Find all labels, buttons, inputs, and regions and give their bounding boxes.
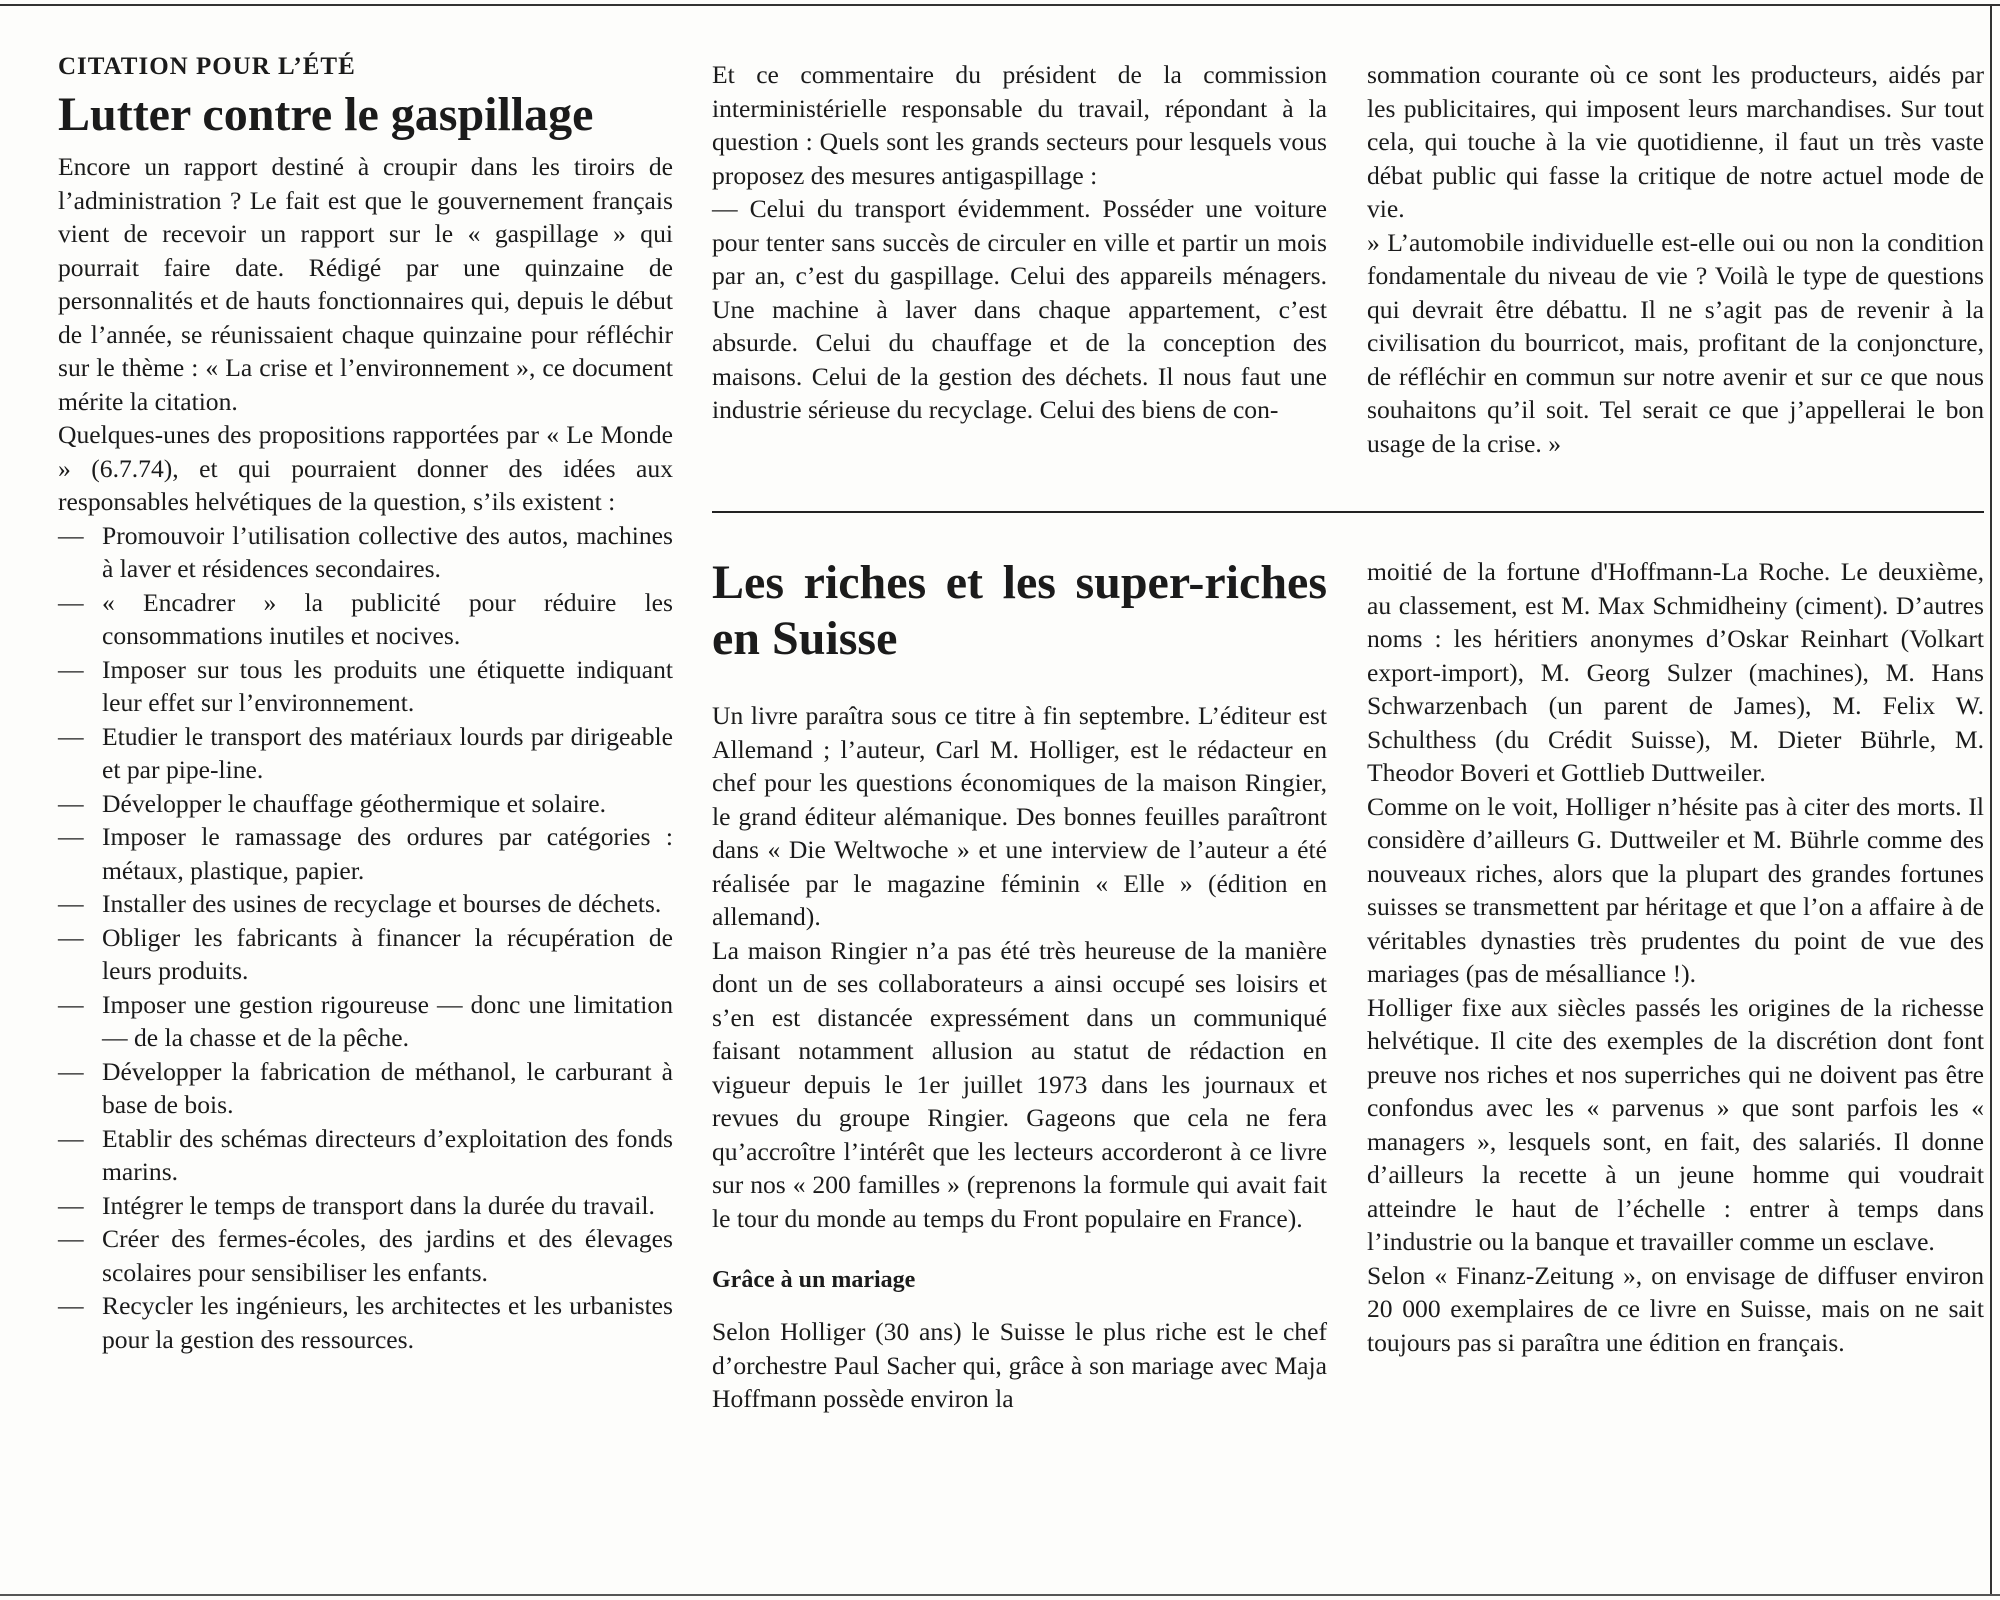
proposal-item: — Recycler les ingénieurs, les architectes et les urbanistes pour la gestion des ressources. <box>58 1289 673 1356</box>
bottom-border <box>0 1594 2000 1596</box>
proposal-item: — Imposer le ramassage des ordures par catégories : métaux, plastique, papier. <box>58 820 673 887</box>
article2-paragraph: Selon « Finanz-Zeitung », on envisage de diffuser environ 20 000 exemplaires de ce livre en Suisse, mais on ne sait toujours pas si paraîtra une édition en français. <box>1367 1260 1984 1357</box>
proposal-item: — Installer des usines de recyclage et bourses de déchets. <box>58 887 673 921</box>
proposal-item: — Créer des fermes-écoles, des jardins et des élevages scolaires pour sensibiliser les enfants. <box>58 1222 673 1289</box>
article1-column-1 <box>58 52 673 1356</box>
article1-column-2 <box>712 58 1327 427</box>
proposal-item: — Etudier le transport des matériaux lourds par dirigeable et par pipe-line. <box>58 720 673 787</box>
article2-paragraph: Selon Holliger (30 ans) le Suisse le plus riche est le chef d’orchestre Paul Sacher qui, grâce à son mariage avec Maja Hoffmann possède environ la <box>712 1317 1327 1413</box>
article1-commentary-conclusion: » L’automobile individuelle est-elle oui ou non la condition fondamentale du niveau de vie ? Voilà le type de questions qui devrait être débattu. Il ne s’agit pas de revenir à la civilisation du bourricot, mais, profitant de la conjoncture, de réfléchir en commun sur notre avenir et sur ce que nous souhaitons qu’il soit. Tel serait ce que j’appellerai le bon usage de la crise. » <box>1367 227 1984 458</box>
article1-lead-in: Quelques-unes des propositions rapportées par « Le Monde » (6.7.74), et qui pourraient donner des idées aux responsables helvétiques de la question, s’ils existent : <box>58 420 673 516</box>
article2-paragraph: Un livre paraîtra sous ce titre à fin septembre. L’éditeur est Allemand ; l’auteur, Carl M. Holliger, est le rédacteur en chef pour les questions économiques de la maison Ringier, le grand éditeur alémanique. Des bonnes feuilles paraîtront dans « Die Weltwoche » et une interview de l’auteur a été réalisée par le magazine féminin « Elle » (édition en allemand). <box>712 701 1327 931</box>
article2-paragraph: Comme on le voit, Holliger n’hésite pas à citer des morts. Il considère d’ailleurs G. Duttweiler et M. Bührle comme des nouveaux riches, alors que la plupart des grandes fortunes suisses se transmettent par héritage et que l’on a affaire à de véritables dynasties très prudentes du point de vue des mariages (pas de mésalliance !). <box>1367 791 1984 988</box>
article1-kicker: CITATION POUR L’ÉTÉ <box>58 53 356 80</box>
proposal-item: — Promouvoir l’utilisation collective des autos, machines à laver et résidences secondaires. <box>58 519 673 586</box>
article1-title: Lutter contre le gaspillage <box>58 88 594 141</box>
article1-column-3 <box>1367 58 1984 460</box>
proposal-item: — Développer le chauffage géothermique et solaire. <box>58 787 673 821</box>
article2-column-2 <box>1367 555 1984 1359</box>
proposal-item: — Imposer une gestion rigoureuse — donc une limitation — de la chasse et de la pêche. <box>58 988 673 1055</box>
top-border <box>0 4 2000 6</box>
proposal-item: — « Encadrer » la publicité pour réduire les consommations inutiles et nocives. <box>58 586 673 653</box>
proposal-item: — Intégrer le temps de transport dans la durée du travail. <box>58 1189 673 1223</box>
article2-subhead: Grâce à un mariage <box>712 1267 916 1293</box>
right-border <box>1990 4 1992 1594</box>
proposal-item: — Développer la fabrication de méthanol, le carburant à base de bois. <box>58 1055 673 1122</box>
proposal-item: — Obliger les fabricants à financer la récupération de leurs produits. <box>58 921 673 988</box>
proposal-item: — Imposer sur tous les produits une étiquette indiquant leur effet sur l’environnement. <box>58 653 673 720</box>
article1-commentary-continued: sommation courante où ce sont les producteurs, aidés par les publicitaires, qui imposent leurs marchandises. Sur tout cela, qui touche à la vie quotidienne, il faut un très vaste débat public qui fasse la critique de notre actuel mode de vie. <box>1367 60 1984 223</box>
article-separator <box>712 511 1984 513</box>
article2-paragraph: Holliger fixe aux siècles passés les origines de la richesse helvétique. Il cite des exemples de la discrétion dont font preuve nos riches et nos superriches qui ne doivent pas être confondus avec les « parvenus » que sont parfois les « managers », lesquels sont, en fait, des salariés. Il donne d’ailleurs la recette à un jeune homme qui voudrait atteindre le haut de l’échelle : entrer à temps dans l’industrie ou la banque et travailler comme un esclave. <box>1367 992 1984 1256</box>
proposal-item: — Etablir des schémas directeurs d’exploitation des fonds marins. <box>58 1122 673 1189</box>
article2-title: Les riches et les super-riches en Suisse <box>712 556 1327 665</box>
article2-paragraph: moitié de la fortune d'Hoffmann-La Roche. Le deuxième, au classement, est M. Max Schmidheiny (ciment). D’autres noms : les héritiers anonymes d’Oskar Reinhart (Volkart export-import), M. Georg Sulzer (machines), M. Hans Schwarzenbach (un parent de James), M. Felix W. Schulthess (du Crédit Suisse), M. Dieter Bührle, M. Theodor Boveri et Gottlieb Duttweiler. <box>1367 557 1984 787</box>
article2-column-1 <box>712 555 1327 1416</box>
article1-intro: Encore un rapport destiné à croupir dans les tiroirs de l’administration ? Le fait est que le gouvernement français vient de recevoir un rapport sur le « gaspillage » qui pourrait faire date. Rédigé par une quinzaine de personnalités et de hauts fonctionnaires qui, depuis le début de l’année, se réunissaient chaque quinzaine pour réfléchir sur le thème : « La crise et l’environnement », ce document mérite la citation. <box>58 152 673 416</box>
article2-paragraph: La maison Ringier n’a pas été très heureuse de la manière dont un de ses collaborateurs a ainsi occupé ses loisirs et s’en est distancée expressément dans un communiqué faisant notamment allusion au statut de rédaction en vigueur depuis le 1er juillet 1973 dans les journaux et revues du groupe Ringier. Gageons que cela ne fera qu’accroître l’intérêt que les lecteurs accorderont à ce livre sur nos « 200 familles » (reprenons la formule qui avait fait le tour du monde au temps du Front populaire en France). <box>712 935 1327 1233</box>
article1-commentary-answer: — Celui du transport évidemment. Posséder une voiture pour tenter sans succès de circuler en ville et partir un mois par an, c’est du gaspillage. Celui des appareils ménagers. Une machine à laver dans chaque appartement, c’est absurde. Celui du chauffage et de la conception des maisons. Celui de la gestion des déchets. Il nous faut une industrie sérieuse du recyclage. Celui des biens de con- <box>712 194 1327 424</box>
proposal-list <box>58 519 673 1357</box>
article1-commentary-intro: Et ce commentaire du président de la commission interministérielle responsable du travail, répondant à la question : Quels sont les grands secteurs pour lesquels vous proposez des mesures antigaspillage : <box>712 60 1327 190</box>
